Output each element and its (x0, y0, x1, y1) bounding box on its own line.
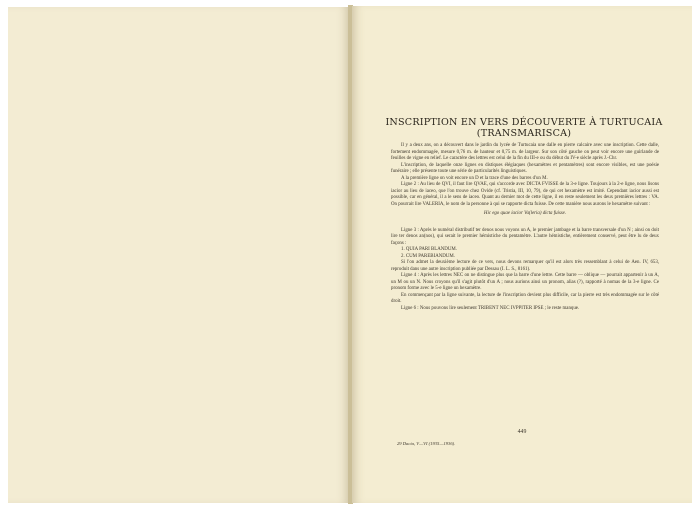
title-line-1: INSCRIPTION EN VERS DÉCOUVERTE À TURTUCAIA (385, 117, 663, 128)
paragraph-line-3: Ligne 3 : Après le numéral distributif ter denos nous voyons un A, le premier jambage et la barre transversale d'un N ; ainsi on doit lire ter denos an(nos), qui serait le premier hémistiche du pentamètre. L'autre hémistiche, entièrement conservé, peut être lu de deux façons : (391, 227, 659, 246)
left-page-blank (8, 7, 349, 503)
reading-option-1: 1. QUIA PARI BLANDUM. (401, 247, 457, 252)
paragraph-line-1: A la première ligne on voit encore un D et la trace d'une des barres d'un M. (401, 175, 548, 181)
paragraph-intro: Il y a deux ans, on a découvert dans le jardin du lycée de Turtucaia une dalle en pierre calcaire avec une inscription. Cette dalle, fortement endommagée, mesure 0,76 m. de hauteur et 0,75 m. de largeur. Sur son côté gauche on peut voir encore une guirlande de feuilles de vigne en relief. Le caractère des lettres est celui de la fin du III-e ou du début du IV-e siècle après J.-Chr. (391, 143, 659, 161)
verse-quote: Hic ego quae iacior Va(leria) dicta fuisse. (483, 211, 567, 216)
footer-reference: 29 Dacia, V—VI (1935—1936). (397, 441, 456, 446)
paragraph-line-4: Ligne 4 : Après les lettres NEC on ne distingue plus que la barre d'une lettre. Cette barre — oblique — pourrait appartenir à un A, un M ou un N. Nous croyons qu'il s'agit plutôt d'un A ; nous aurions ainsi un pronom, alias (?), rapporté à nomas de la 3-e ligne. Ce pronom forme avec le 5-e ligne un hexamètre. (391, 273, 659, 291)
reading-option-2: 2. CUM PAREBIANDUM. (401, 253, 455, 259)
paragraph-second-reading: Si l'on admet la deuxième lecture de ce vers, nous devons remarquer qu'il est alors très ressemblant à celui de Aen. IV, 653, reproduit dans une autre inscription publiée par Dessau (I. L. S., 8161). (391, 260, 659, 272)
article-title (382, 117, 666, 139)
paragraph-line-6: Ligne 6 : Nous pouvons lire seulement TRIBENT NEC IVPPITER IPSE ; le reste manque. (401, 305, 580, 311)
title-line-2: (TRANSMARISCA) (476, 128, 572, 139)
paragraph-next-line: En commençant par la ligne suivante, la lecture de l'inscription devient plus difficile, car la pierre est très endommagée sur le côté droit. (391, 292, 659, 304)
paragraph-line-2: Ligne 2 : Au lieu de QVI, il faut lire QVAE, qui s'accorde avec DICTA FVISSE de la 3-e ligne. Toujours à la 2-e ligne, nous lisons iacior au lieu de iaceo, que l'on trouve chez Ovide (cf. Tristia, III, 10, 79), de qui cet hexamètre est imité. Cependant iacior aussi est possible, car en général, il a le sens de iaceo. Quant au dernier mot de cette ligne, il en reste seulement les deux premières lettres : VA. On pourrait lire VALERIA, le nom de la personne à qui se rapporte dicta fuisse. De cette manière nous aurons le hexamètre suivant : (391, 182, 659, 207)
article-body (391, 143, 659, 312)
paragraph-inscription: L'inscription, de laquelle onze lignes en distiques élégiaques (hexamètres et pentamètres) sont encore visibles, est une poésie funéraire ; elle présente toute une série de particularités linguistiques. (391, 162, 659, 174)
page-number: 449 (517, 429, 527, 435)
